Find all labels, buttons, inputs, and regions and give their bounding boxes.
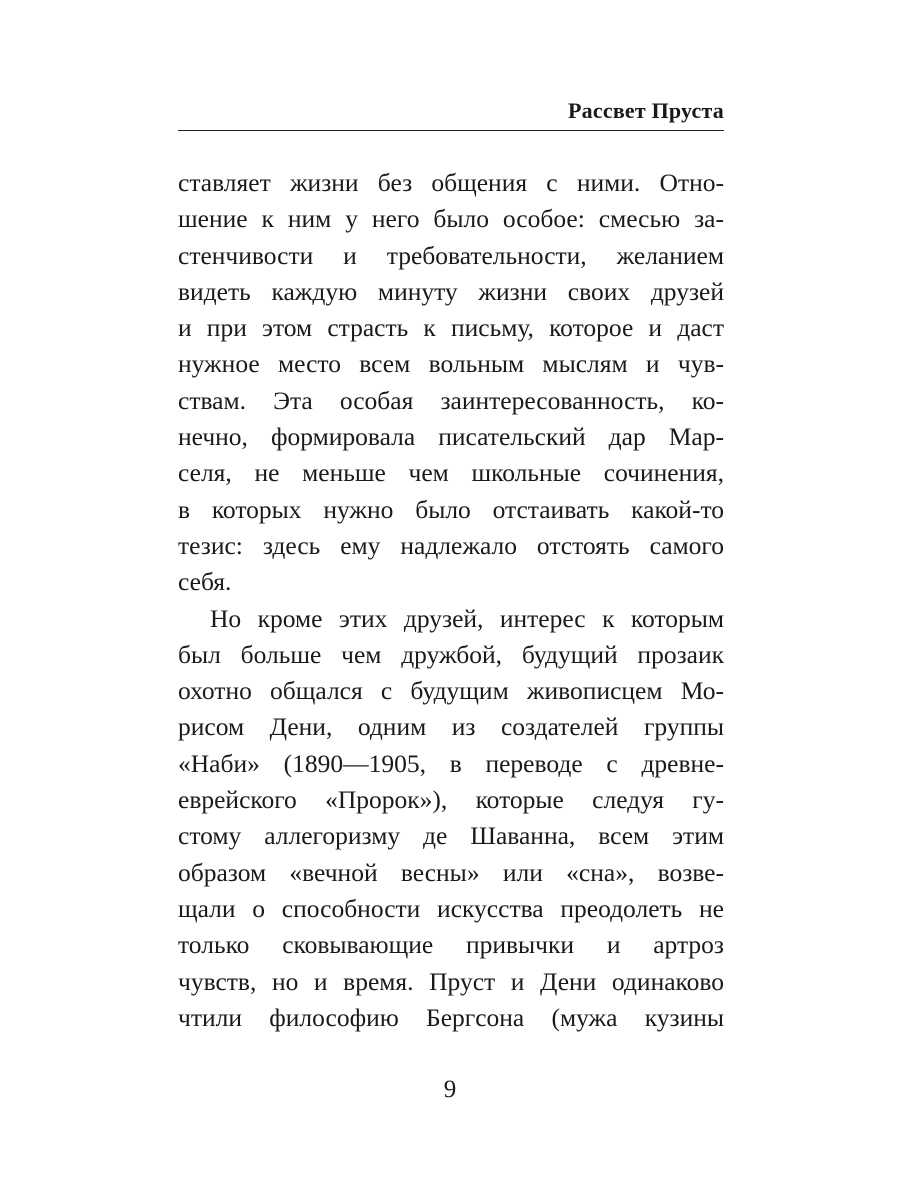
- text-line: ставляет жизни без общения с ними. Отно-: [178, 168, 724, 197]
- running-header: [178, 96, 724, 131]
- text-line: и при этом страсть к письму, которое и даст: [178, 313, 724, 343]
- paragraph-start-line: Но кроме этих друзей, интерес к которым: [210, 603, 724, 633]
- text-line: еврейского «Пророк»), которые следуя гу-: [178, 785, 724, 815]
- text-line: в которых нужно было отстаивать какой-то: [178, 494, 724, 524]
- text-line: только сковывающие привычки и артроз: [178, 930, 724, 960]
- text-line: чтили философию Бергсона (мужа кузины: [178, 1002, 724, 1032]
- text-line: тезис: здесь ему надлежало отстоять самого: [178, 530, 724, 560]
- text-line: видеть каждую минуту жизни своих друзей: [178, 276, 724, 306]
- page-number: 9: [443, 1076, 457, 1103]
- text-line: стому аллегоризму де Шаванна, всем этим: [178, 821, 724, 851]
- text-line: ствам. Эта особая заинтересованность, ко-: [178, 385, 724, 415]
- text-line: образом «вечной весны» или «сна», возве-: [178, 857, 724, 887]
- text-line: был больше чем дружбой, будущий прозаик: [178, 639, 724, 669]
- body-text: [178, 165, 724, 1036]
- text-line: стенчивости и требовательности, желанием: [178, 240, 724, 270]
- running-title: Рассвет Пруста: [568, 98, 724, 123]
- text-line: щали о способности искусства преодолеть не: [178, 893, 724, 923]
- text-line: охотно общался с будущим живописцем Мо-: [178, 676, 724, 706]
- text-line: чувств, но и время. Пруст и Дени одинаково: [178, 966, 724, 996]
- text-line: «Наби» (1890—1905, в переводе с древне-: [178, 748, 724, 778]
- text-line: рисом Дени, одним из создателей группы: [178, 712, 724, 742]
- text-line: шение к ним у него было особое: смесью за-: [178, 204, 724, 234]
- text-line: нужное место всем вольным мыслям и чув-: [178, 349, 724, 379]
- paragraph-end-line: себя.: [178, 567, 232, 597]
- text-line: селя, не меньше чем школьные сочинения,: [178, 458, 724, 488]
- text-line: нечно, формировала писательский дар Мар-: [178, 422, 724, 452]
